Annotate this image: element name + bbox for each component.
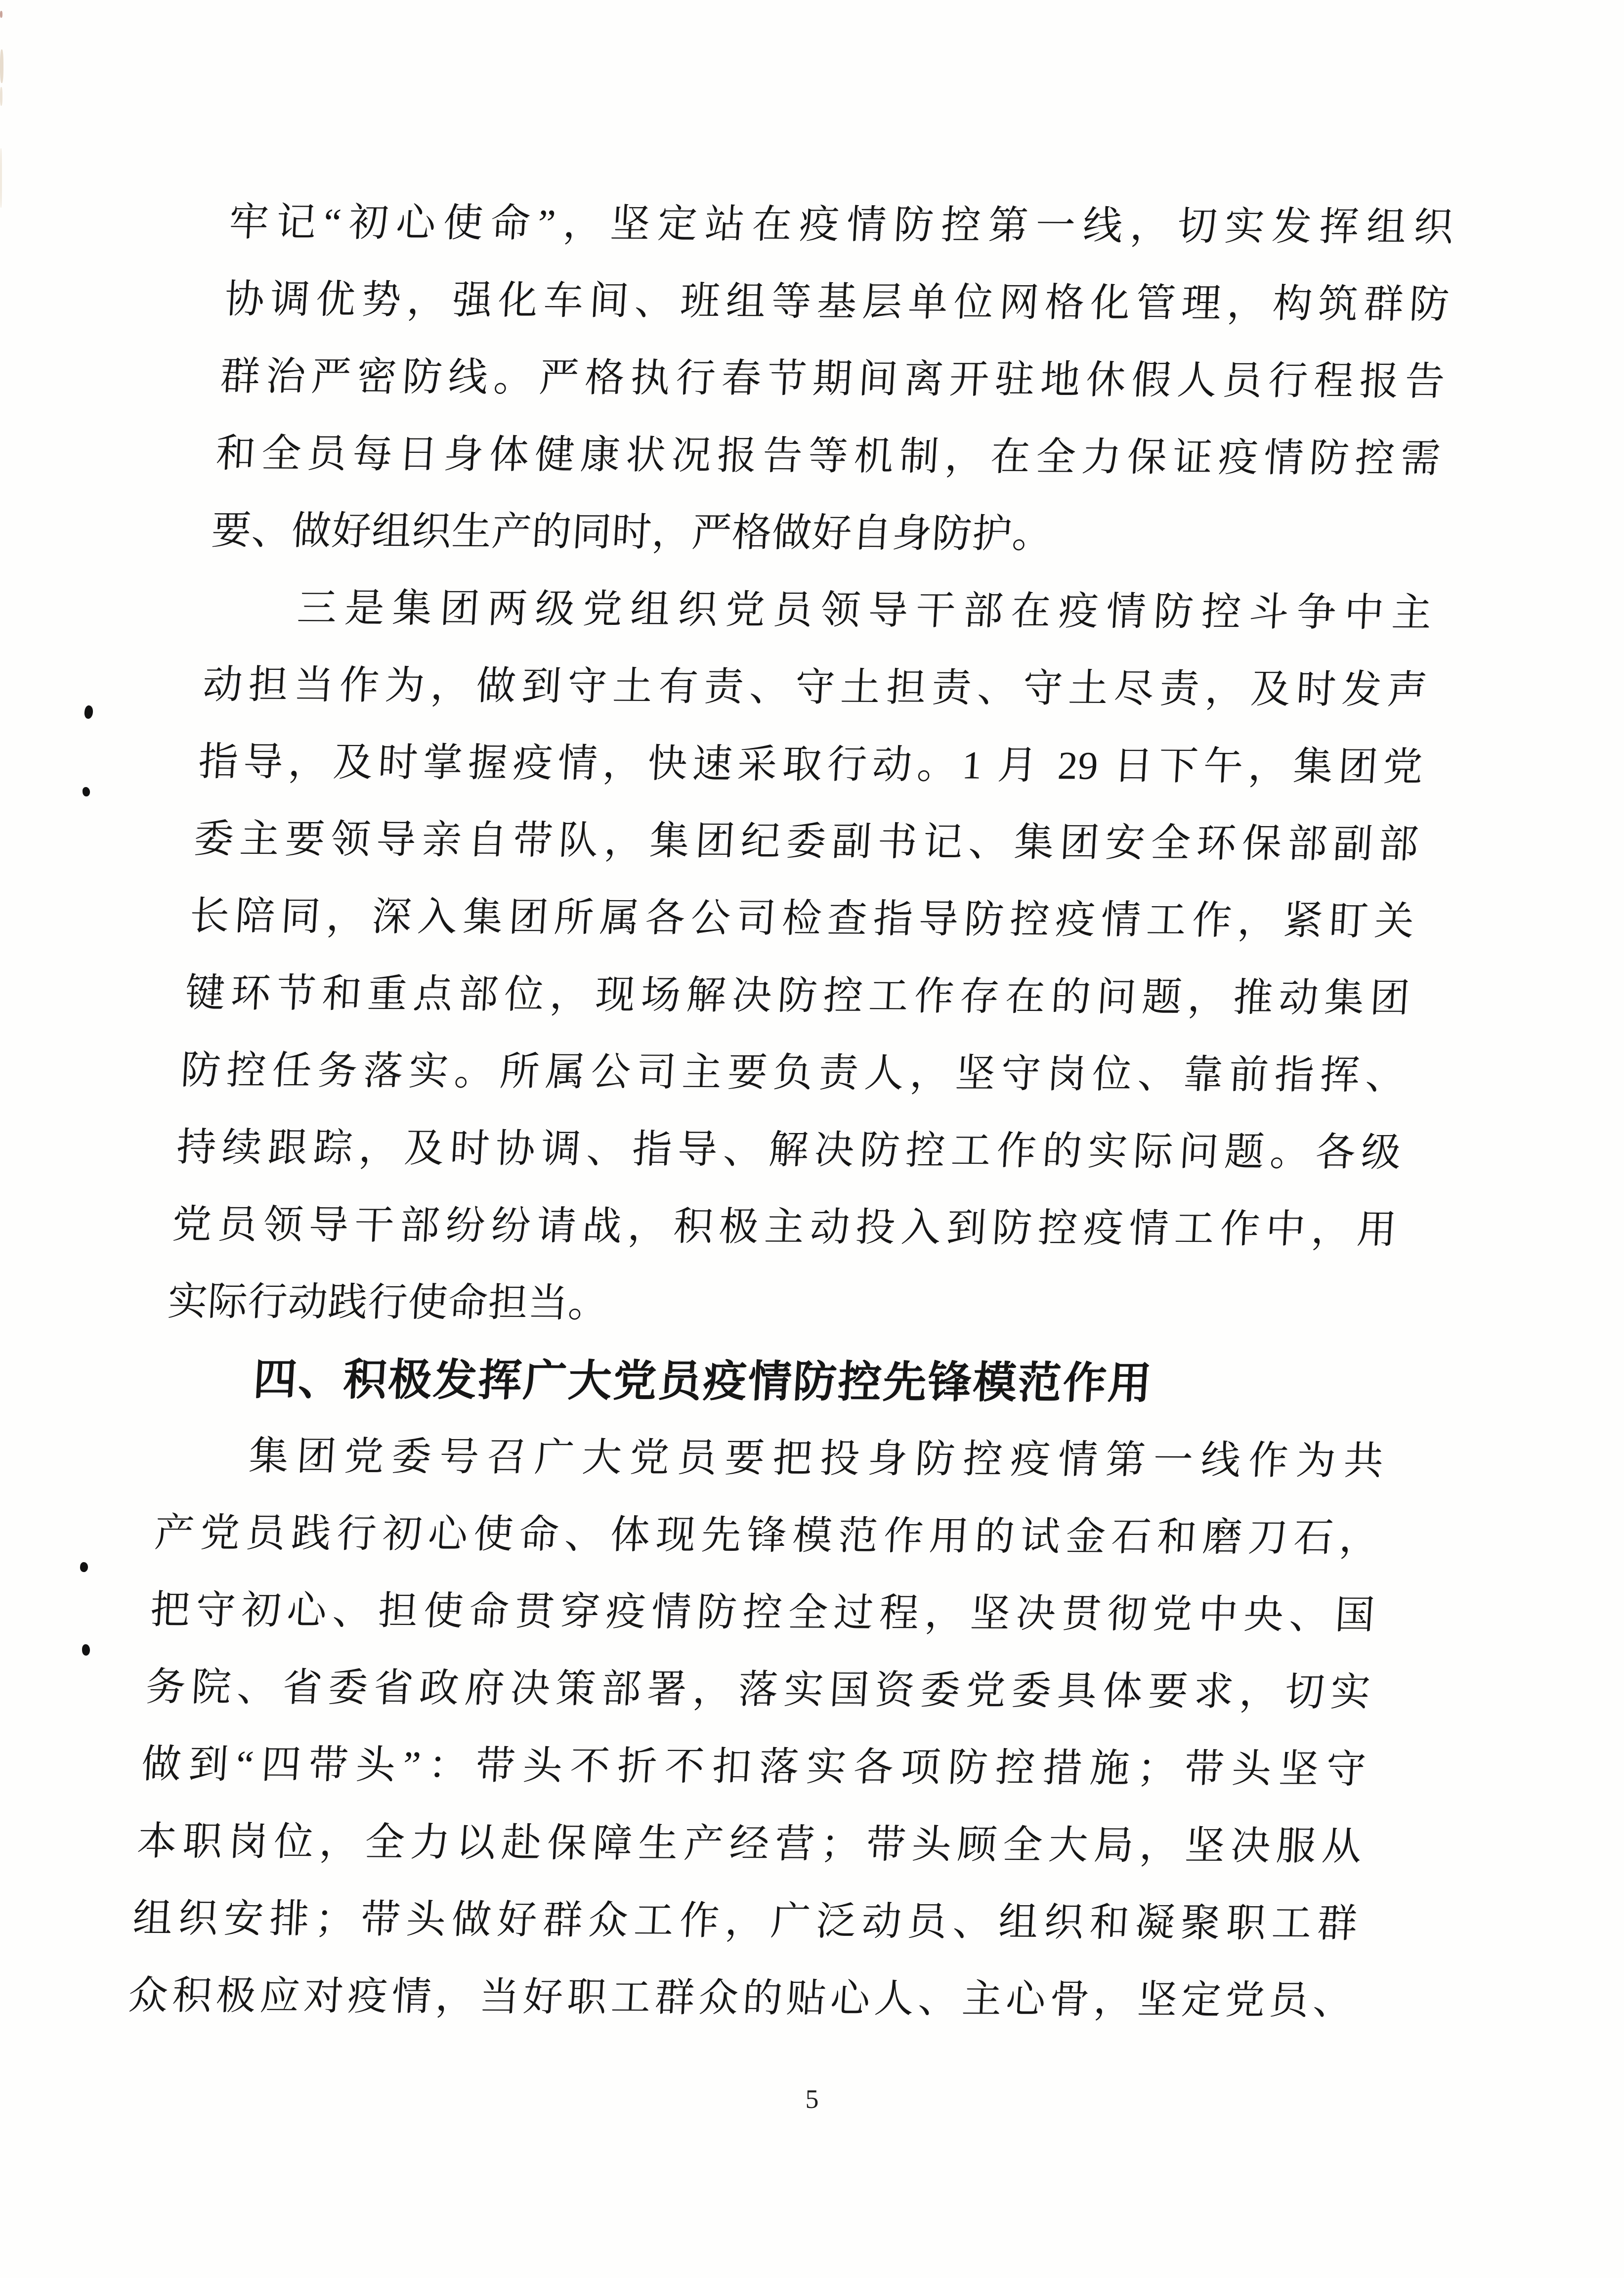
text-line: 要、做好组织生产的同时，严格做好自身防护。 — [210, 509, 1054, 557]
ink-speck — [82, 787, 90, 797]
text-line: 委主要领导亲自带队，集团纪委副书记、集团安全环保部副部 — [193, 817, 1420, 867]
text-line: 长陪同，深入集团所属各公司检查指导防控疫情工作，紧盯关 — [188, 894, 1416, 944]
text-line: 防控任务落实。所属公司主要负责人，坚守岗位、靠前指挥、 — [179, 1049, 1407, 1098]
text-line: 众积极应对疫情，当好职工群众的贴心人、主心骨，坚定党员、 — [127, 1974, 1355, 2023]
text-line: 持续跟踪，及时协调、指导、解决防控工作的实际问题。各级 — [175, 1126, 1403, 1175]
ink-speck — [82, 1644, 90, 1656]
text-line: 协调优势，强化车间、班组等基层单位网格化管理，构筑群防 — [223, 277, 1451, 327]
text-line: 键环节和重点部位，现场解决防控工作存在的问题，推动集团 — [184, 971, 1411, 1021]
text-line: 三是集团两级党组织党员领导干部在疫情防控斗争中主 — [296, 586, 1433, 635]
text-line: 组织安排；带头做好群众工作，广泛动员、组织和凝聚职工群 — [131, 1897, 1359, 1946]
scan-edge-smudge — [0, 49, 3, 83]
scan-edge-smudge — [0, 148, 2, 208]
text-line: 动担当作为，做到守土有责、守土担责、守土尽责，及时发声 — [201, 663, 1429, 712]
ink-speck — [84, 705, 94, 719]
scan-edge-smudge — [0, 11, 2, 18]
text-line: 实际行动践行使命担当。 — [167, 1280, 610, 1326]
text-block — [126, 184, 1456, 2040]
text-line: 做到“四带头”：带头不折不扣落实各项防控措施；带头坚守 — [140, 1743, 1368, 1792]
text-line: 集团党委号召广大党员要把投身防控疫情第一线作为共 — [248, 1435, 1385, 1484]
scan-edge-smudge — [0, 87, 2, 106]
page-number: 5 — [805, 2084, 819, 2114]
text-line: 党员领导干部纷纷请战，积极主动投入到防控疫情工作中，用 — [171, 1203, 1398, 1252]
text-line: 指导，及时掌握疫情，快速采取行动。1 月 29 日下午，集团党 — [197, 740, 1425, 789]
ink-speck — [80, 1562, 88, 1573]
text-line: 和全员每日身体健康状况报告等机制，在全力保证疫情防控需 — [214, 432, 1442, 481]
text-line: 牢记“初心使命”，坚定站在疫情防控第一线，切实发挥组织 — [228, 200, 1455, 250]
text-line: 本职岗位，全力以赴保障生产经营；带头顾全大局，坚决服从 — [136, 1820, 1364, 1869]
section-heading: 四、积极发挥广大党员疫情防控先锋模范作用 — [252, 1355, 1154, 1408]
text-line: 群治严密防线。严格执行春节期间离开驻地休假人员行程报告 — [219, 354, 1447, 404]
text-line: 产党员践行初心使命、体现先锋模范作用的试金石和磨刀石， — [153, 1511, 1381, 1561]
text-line: 务院、省委省政府决策部署，落实国资委党委具体要求，切实 — [144, 1665, 1372, 1715]
text-line: 把守初心、担使命贯穿疫情防控全过程，坚决贯彻党中央、国 — [149, 1588, 1376, 1638]
